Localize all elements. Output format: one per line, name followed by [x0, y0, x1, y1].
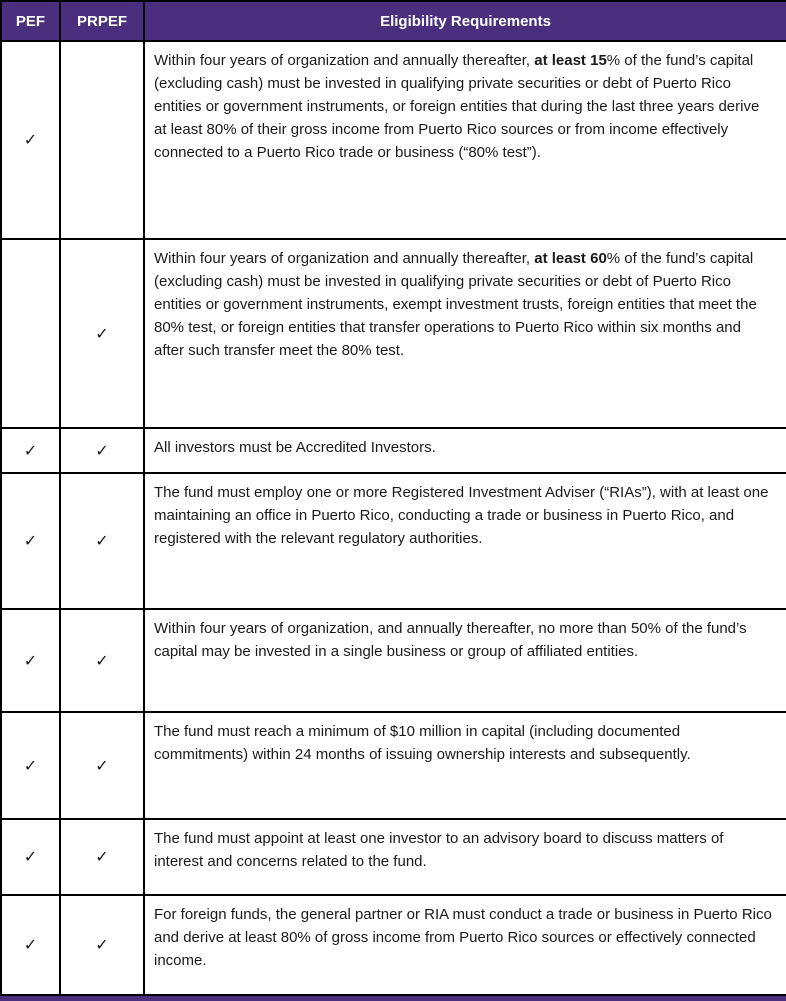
table-row	[1, 712, 786, 819]
table-row	[1, 473, 786, 609]
prpef-check-cell	[60, 428, 144, 473]
checkmark-icon: ✓	[23, 755, 38, 775]
pef-check-cell	[1, 428, 60, 473]
requirement-text: The fund must appoint at least one investor to an advisory board to discuss matters of interest and concerns related to the fund.	[144, 819, 786, 895]
column-header-prpef: PRPEF	[60, 1, 144, 41]
table-row	[1, 41, 786, 239]
checkmark-icon: ✓	[23, 935, 38, 954]
prpef-check-cell	[60, 819, 144, 895]
pef-check-cell	[1, 712, 60, 819]
checkmark-icon: ✓	[95, 847, 109, 866]
requirement-text: Within four years of organization and annually thereafter, at least 15% of the fund’s capital (excluding cash) must be invested in qualifying private securities or debt of Puerto Rico entities or government instruments, or foreign entities that during the last three years derive at least 80% of their gross income from Puerto Rico sources or from income effectively connected to a Puerto Rico trade or business (“80% test”).	[144, 41, 786, 239]
requirement-text: Within four years of organization and annually thereafter, at least 60% of the fund’s capital (excluding cash) must be invested in qualifying private securities or debt of Puerto Rico entities or government instruments, exempt investment trusts, foreign entities that meet the 80% test, or foreign entities that transfer operations to Puerto Rico within six months and after such transfer meet the 80% test.	[144, 239, 786, 428]
column-header-pef: PEF	[1, 1, 60, 41]
table-row	[1, 428, 786, 473]
pef-check-cell	[1, 895, 60, 995]
requirement-text: Within four years of organization, and annually thereafter, no more than 50% of the fund’s capital may be invested in a single business or group of affiliated entities.	[144, 609, 786, 712]
prpef-check-cell	[60, 239, 144, 428]
prpef-check-cell	[60, 609, 144, 712]
pef-check-cell	[1, 41, 60, 239]
pef-check-cell	[1, 473, 60, 609]
column-header-eligibility-requirements: Eligibility Requirements	[144, 1, 786, 41]
requirement-text: The fund must employ one or more Registered Investment Adviser (“RIAs”), with at least one maintaining an office in Puerto Rico, conducting a trade or business in Puerto Rico, and registered with the relevant regulatory authorities.	[144, 473, 786, 609]
requirement-text: All investors must be Accredited Investors.	[144, 428, 786, 473]
prpef-check-cell	[60, 712, 144, 819]
table-row	[1, 895, 786, 995]
prpef-check-cell	[60, 473, 144, 609]
requirement-text: For foreign funds, the general partner or RIA must conduct a trade or business in Puerto Rico and derive at least 80% of gross income from Puerto Rico sources or effectively connected income.	[144, 895, 786, 995]
prpef-check-cell	[60, 895, 144, 995]
checkmark-icon: ✓	[95, 935, 109, 954]
checkmark-icon: ✓	[23, 650, 38, 670]
checkmark-icon: ✓	[95, 531, 109, 550]
table-row	[1, 239, 786, 428]
table-row	[1, 819, 786, 895]
checkmark-icon: ✓	[23, 847, 38, 866]
checkmark-icon: ✓	[95, 440, 109, 460]
checkmark-icon: ✓	[23, 130, 38, 149]
checkmark-icon: ✓	[23, 531, 38, 550]
bottom-accent-bar	[0, 996, 786, 1001]
checkmark-icon: ✓	[95, 650, 109, 670]
table-header-row	[1, 1, 786, 41]
checkmark-icon: ✓	[23, 440, 38, 460]
checkmark-icon: ✓	[95, 755, 109, 775]
pef-check-cell	[1, 609, 60, 712]
prpef-check-cell	[60, 41, 144, 239]
checkmark-icon: ✓	[95, 323, 109, 343]
table-row	[1, 609, 786, 712]
requirement-text: The fund must reach a minimum of $10 million in capital (including documented commitments) within 24 months of issuing ownership interests and subsequently.	[144, 712, 786, 819]
pef-check-cell	[1, 819, 60, 895]
pef-check-cell	[1, 239, 60, 428]
